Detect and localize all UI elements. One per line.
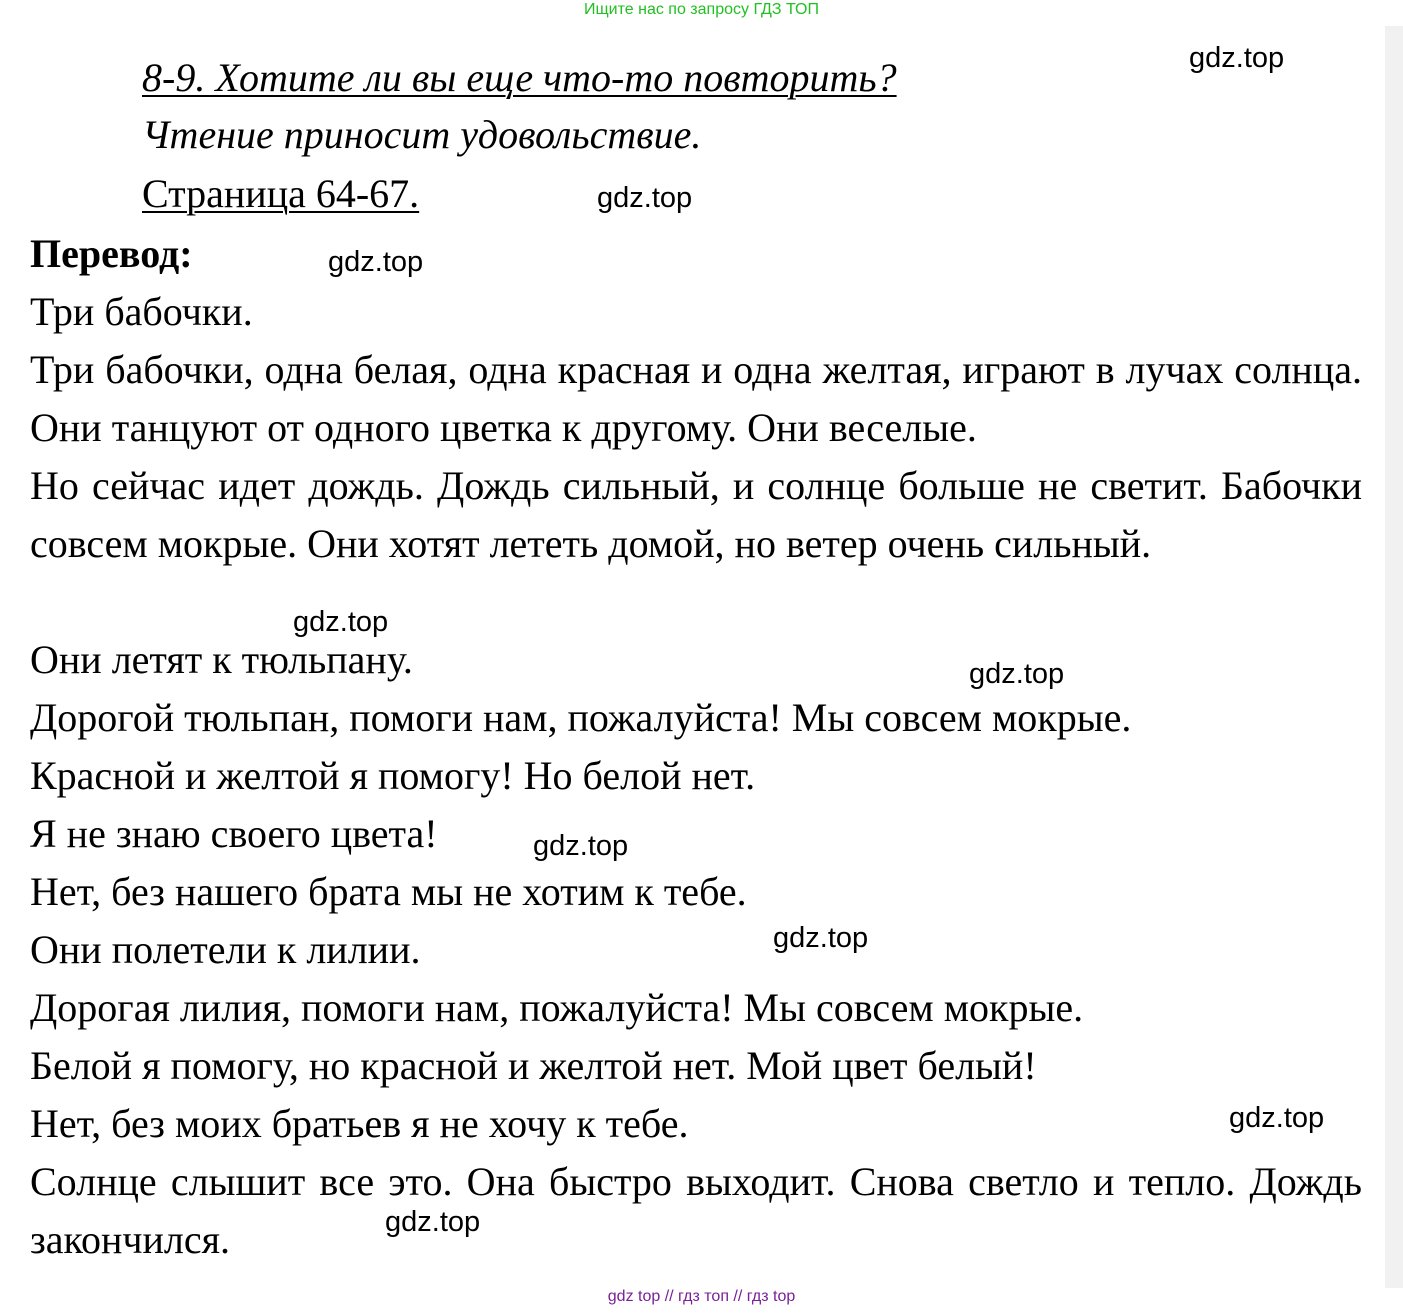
watermark: gdz.top <box>1229 1102 1325 1134</box>
watermark: gdz.top <box>597 182 693 214</box>
line-lily-answer: Белой я помогу, но красной и желтой нет. Мой цвет белый! <box>30 1043 1037 1088</box>
line-brother: Нет, без нашего брата мы не хотим к тебе. <box>30 869 747 914</box>
watermark: gdz.top <box>385 1206 481 1238</box>
watermark: gdz.top <box>293 606 389 638</box>
line-plea-tulip: Дорогой тюльпан, помоги нам, пожалуйста! Мы совсем мокрые. <box>30 695 1132 740</box>
footer-links[interactable]: gdz top // гдз топ // гдз top <box>607 1288 796 1305</box>
watermark: gdz.top <box>328 246 424 278</box>
line-tulip: Они летят к тюльпану. <box>30 637 413 682</box>
story-title: Три бабочки. <box>30 289 253 334</box>
line-color: Я не знаю своего цвета! <box>30 811 438 856</box>
line-plea-lily: Дорогая лилия, помоги нам, пожалуйста! Мы совсем мокрые. <box>30 985 1084 1030</box>
line-lily: Они полетели к лилии. <box>30 927 421 972</box>
watermark: gdz.top <box>1189 42 1285 74</box>
watermark: gdz.top <box>773 922 869 954</box>
watermark: gdz.top <box>969 658 1065 690</box>
paragraph-sun: Солнце слышит все это. Она быстро выходит. Снова светло и тепло. Дождь закончился. <box>30 1159 1362 1262</box>
task-heading: 8-9. Хотите ли вы еще что-то повторить? <box>142 55 897 100</box>
paragraph-rain: Но сейчас идет дождь. Дождь сильный, и солнце больше не светит. Бабочки совсем мокрые. Они хотят лететь домой, но ветер очень сильный. <box>30 463 1362 566</box>
top-banner: Ищите нас по запросу ГДЗ ТОП <box>584 1 819 18</box>
watermark: gdz.top <box>533 830 629 862</box>
line-tulip-answer: Красной и желтой я помогу! Но белой нет. <box>30 753 756 798</box>
line-brothers: Нет, без моих братьев я не хочу к тебе. <box>30 1101 689 1146</box>
page-reference: Страница 64-67. <box>142 171 420 216</box>
translation-label: Перевод: <box>30 231 193 276</box>
paragraph-butterflies: Три бабочки, одна белая, одна красная и одна желтая, играют в лучах солнца. Они танцуют от одного цветка к другому. Они веселые. <box>30 347 1362 450</box>
scrollbar-track[interactable] <box>1385 26 1403 1288</box>
topic-heading: Чтение приносит удовольствие. <box>142 112 702 157</box>
